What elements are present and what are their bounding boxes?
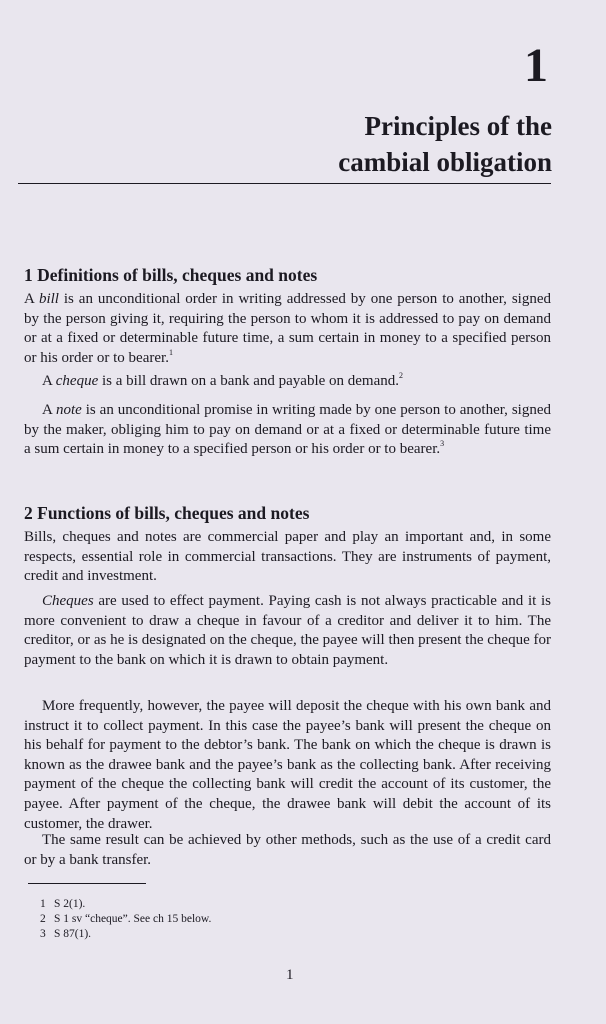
footnote-1 xyxy=(40,897,211,912)
para-text: A xyxy=(42,373,56,389)
chapter-title-line-2: cambial obligation xyxy=(338,147,552,177)
definition-note-paragraph xyxy=(24,401,551,460)
collection-paragraph: More frequently, however, the payee will deposit the cheque with his own bank and instruct it to collect payment. In this case the payee’s bank will present the cheque on his behalf for payment to the debtor’s bank. The bank on which the cheque is drawn is known as the drawee bank and the payee’s bank as the collecting bank. After receiving payment of the cheque the collecting bank will credit the account of its customer, the payee. After payment of the cheque, the drawee bank will debit the account of its customer, the drawer. xyxy=(24,698,551,832)
footnote-text: S 87(1). xyxy=(54,928,92,940)
footnote-ref-3[interactable]: 3 xyxy=(440,439,445,449)
footnote-rule xyxy=(28,883,146,884)
cheques-paragraph xyxy=(24,592,551,670)
para-text: are used to effect payment. Paying cash is not always practicable and it is more convenient to draw a cheque in favour of a creditor and deliver it to him. The creditor, or as he is designated on the cheque, the payee will then present the cheque for payment to the bank on which it is drawn to obtain payment. xyxy=(24,593,551,668)
term-bill: bill xyxy=(38,291,59,307)
chapter-number: 1 xyxy=(524,39,548,92)
functions-intro-paragraph: Bills, cheques and notes are commercial paper and play an important and, in some respects, essential role in commercial transactions. They are instruments of payment, credit and investment. xyxy=(24,529,551,585)
footnote-ref-2[interactable]: 2 xyxy=(399,371,403,380)
para-text: A xyxy=(42,402,56,418)
definition-bill-paragraph xyxy=(24,290,551,368)
footnote-ref-1[interactable]: 1 xyxy=(168,347,173,357)
term-cheques: Cheques xyxy=(42,593,94,609)
term-cheque: cheque xyxy=(55,373,99,389)
para-text: is an unconditional promise in writing made by one person to another, signed by the maker, obliging him to pay on demand or at a fixed or determinable future time a sum certain in money to a specified person or his order or to bearer. xyxy=(24,402,551,458)
alternative-methods-paragraph: The same result can be achieved by other methods, such as the use of a credit card or by a bank transfer. xyxy=(24,832,551,868)
definition-cheque-paragraph xyxy=(24,372,551,392)
para-text: A xyxy=(24,291,39,307)
footnote-text: S 2(1). xyxy=(54,898,86,910)
footnote-2 xyxy=(40,912,211,927)
footnote-text: S 1 sv “cheque”. See ch 15 below. xyxy=(54,913,212,925)
footnotes xyxy=(40,897,211,942)
chapter-title xyxy=(338,108,552,180)
page-number: 1 xyxy=(286,967,294,983)
footnote-number: 2 xyxy=(40,913,46,925)
section-2-heading: 2 Functions of bills, cheques and notes xyxy=(24,503,310,523)
chapter-title-line-1: Principles of the xyxy=(364,111,552,141)
footnote-3 xyxy=(40,927,211,942)
para-text: is an unconditional order in writing addressed by one person to another, signed by the person giving it, requiring the person to whom it is addressed to pay on demand or at a fixed or determinable future time, a sum certain in money to a specified person or his order or to bearer. xyxy=(24,291,551,366)
term-note: note xyxy=(55,402,82,418)
para-text: is a bill drawn on a bank and payable on demand. xyxy=(98,373,399,389)
footnote-number: 3 xyxy=(40,928,46,940)
chapter-rule xyxy=(18,183,551,184)
footnote-number: 1 xyxy=(40,898,46,910)
section-1-heading: 1 Definitions of bills, cheques and notes xyxy=(24,265,318,285)
